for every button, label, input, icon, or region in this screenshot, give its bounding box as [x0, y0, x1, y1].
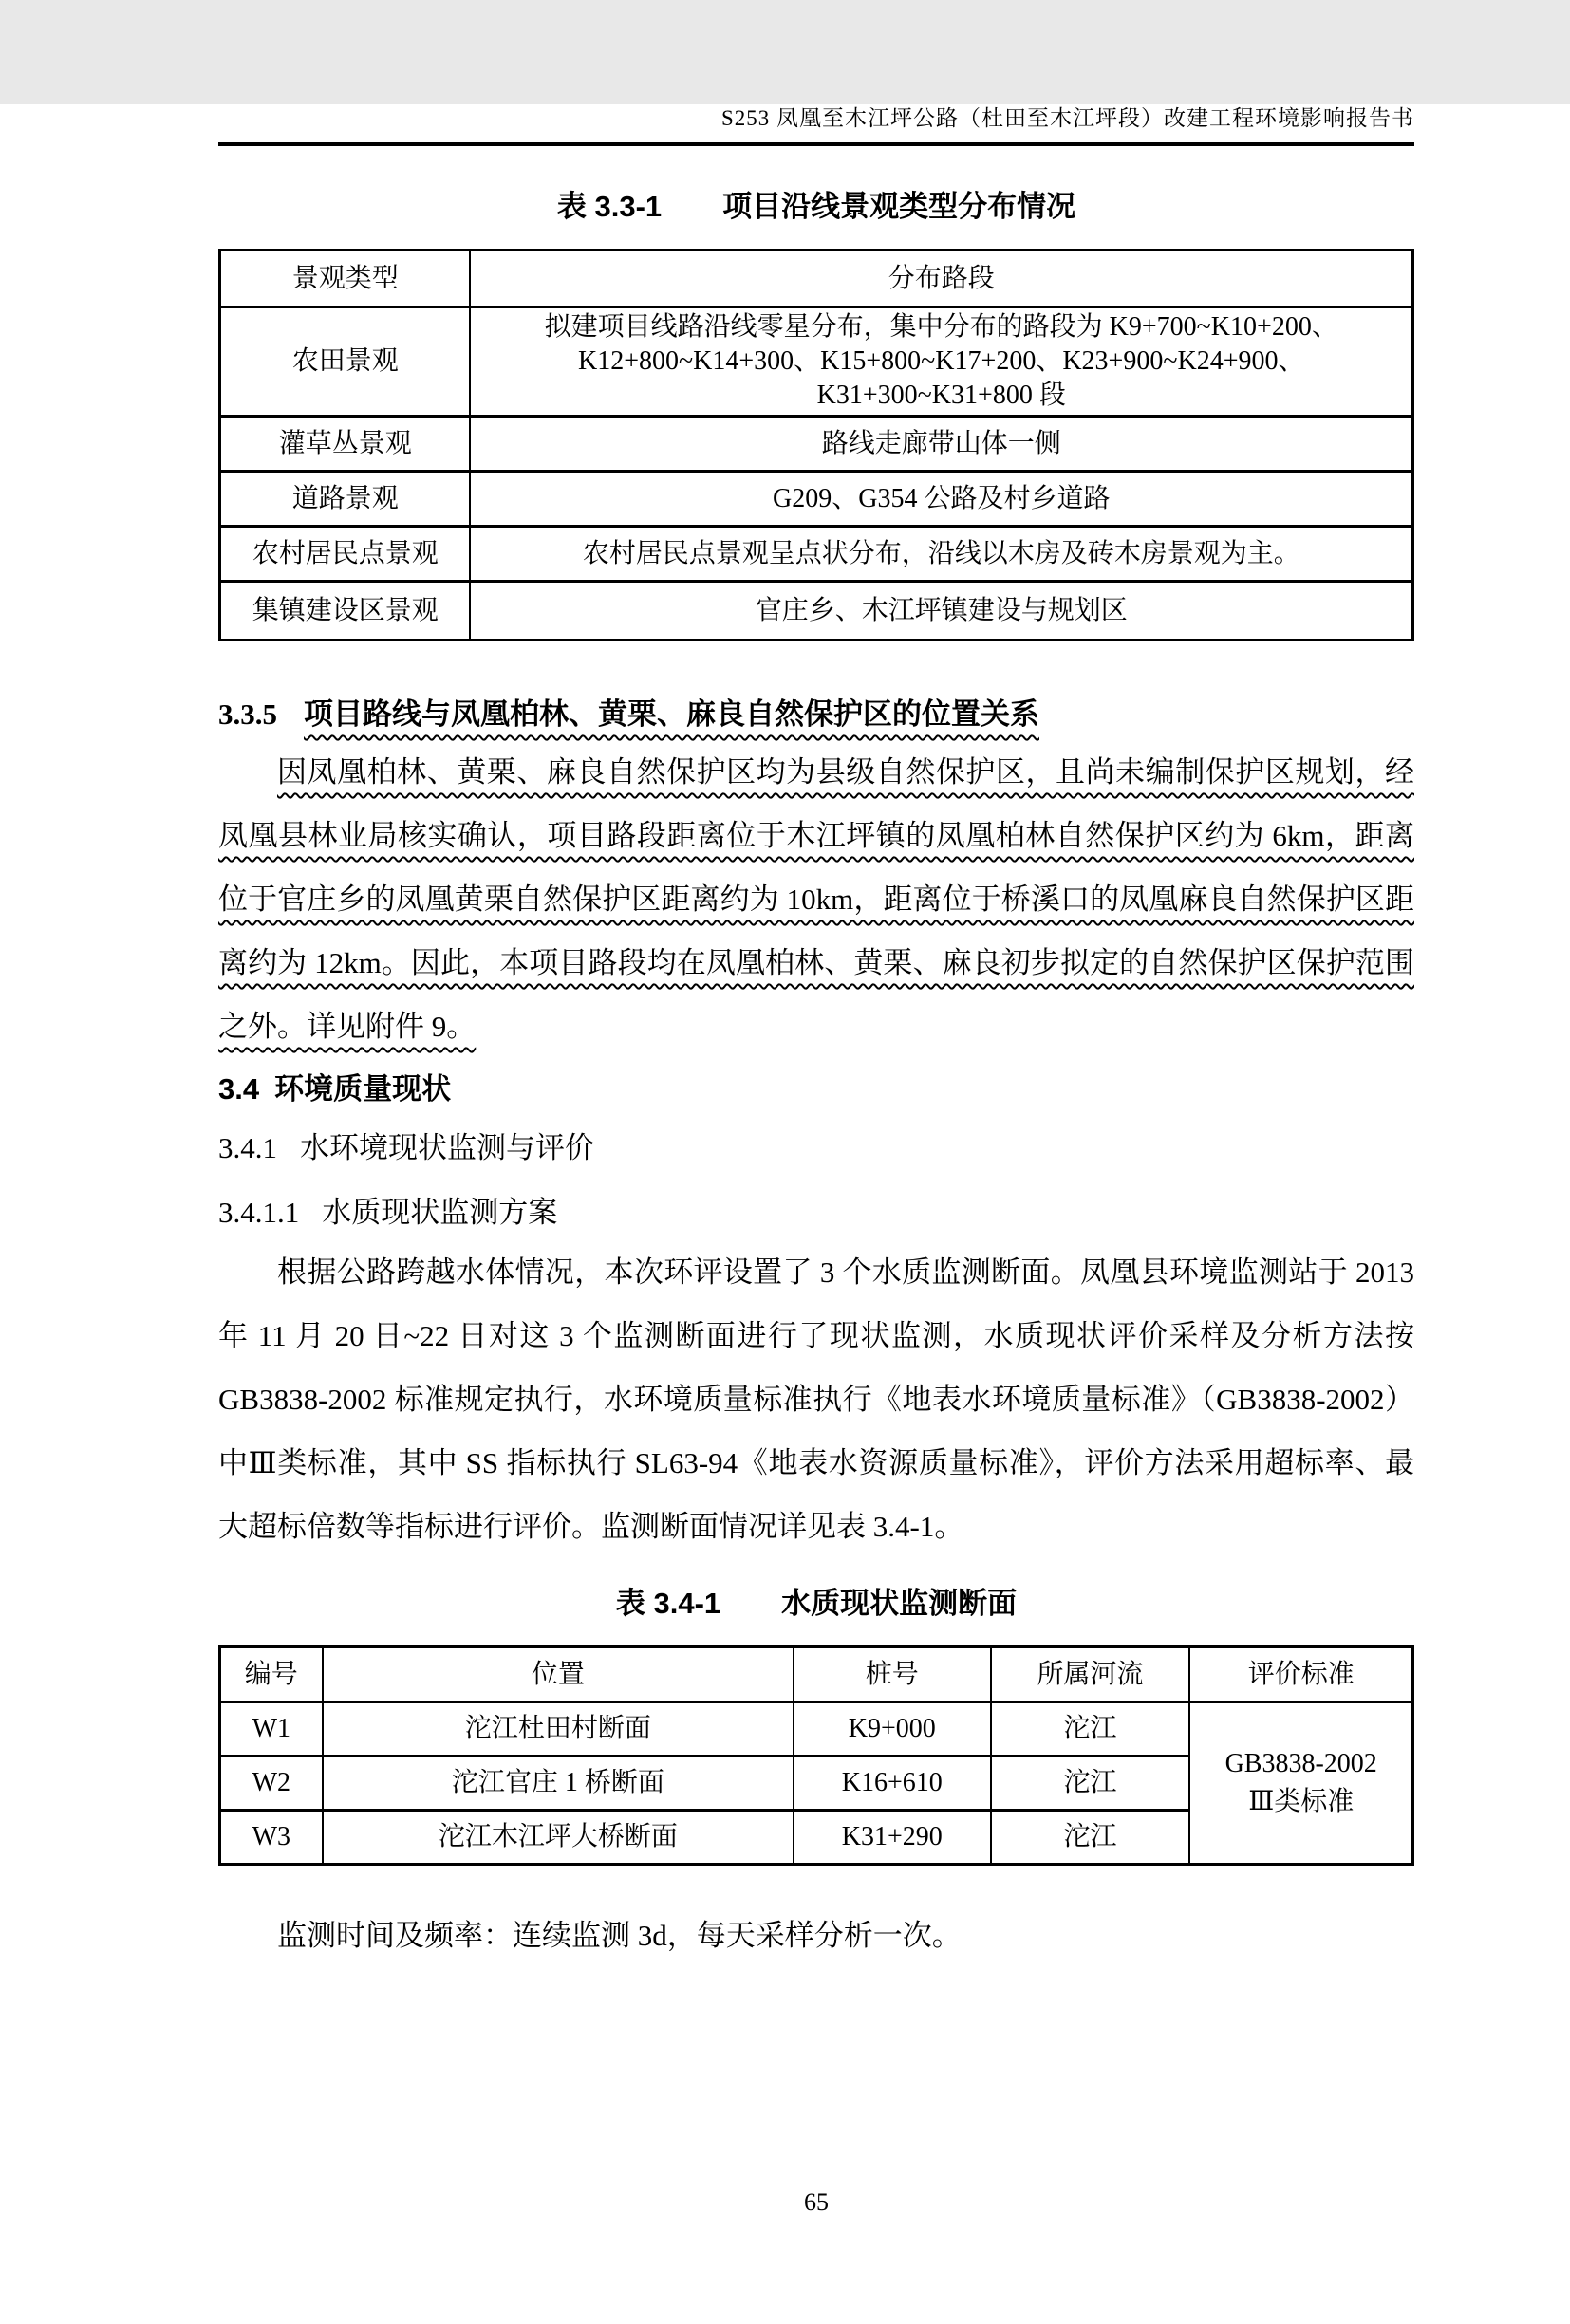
section-stake-cell: K9+000: [794, 1702, 990, 1757]
landscape-type-cell: 农村居民点景观: [220, 527, 471, 582]
section-number: 3.4: [218, 1072, 260, 1106]
col-header-location: 位置: [323, 1647, 794, 1702]
col-header-section: 分布路段: [470, 251, 1412, 307]
section-title: 项目路线与凤凰柏林、黄栗、麻良自然保护区的位置关系: [304, 697, 1039, 731]
section-stake-cell: K31+290: [794, 1811, 990, 1865]
col-header-river: 所属河流: [991, 1647, 1190, 1702]
section-location-cell: 沱江杜田村断面: [323, 1702, 794, 1757]
document-page: [0, 104, 1570, 2324]
landscape-type-cell: 灌草丛景观: [220, 417, 471, 472]
section-number: 3.4.1: [218, 1131, 277, 1164]
col-header-stake: 桩号: [794, 1647, 990, 1702]
landscape-desc-cell: 路线走廊带山体一侧: [470, 417, 1412, 472]
landscape-desc-cell: 农村居民点景观呈点状分布，沿线以木房及砖木房景观为主。: [470, 527, 1412, 582]
paragraph-3-3-5: [218, 740, 1414, 1058]
section-location-cell: 沱江木江坪大桥断面: [323, 1811, 794, 1865]
table-row: [220, 1702, 1413, 1757]
monitoring-frequency-note: 监测时间及频率：连续监测 3d，每天采样分析一次。: [277, 1919, 962, 1952]
table-row: [220, 417, 1413, 472]
section-number: 3.3.5: [218, 697, 277, 731]
landscape-type-cell: 集镇建设区景观: [220, 582, 471, 641]
section-river-cell: 沱江: [991, 1702, 1190, 1757]
desc-line: K31+300~K31+800 段: [816, 381, 1066, 410]
section-river-cell: 沱江: [991, 1757, 1190, 1811]
section-title: 水环境现状监测与评价: [300, 1131, 594, 1164]
section-river-cell: 沱江: [991, 1811, 1190, 1865]
revised-underlined-text: 因凤凰柏林、黄栗、麻良自然保护区均为县级自然保护区，且尚未编制保护区规划，经凤凰县林业局核实确认，项目路段距离位于木江坪镇的凤凰柏林自然保护区约为 6km，距离位于官庄乡的凤凰黄栗自然保护区距离约为 10km，距离位于桥溪口的凤凰麻良自然保护区距离约为 12km。因此，本项目路段均在凤凰柏林、黄栗、麻良初步拟定的自然保护区保护范围之外。详见附件 9。: [218, 755, 1414, 1043]
table-row: [220, 307, 1413, 417]
landscape-desc-cell: 官庄乡、木江坪镇建设与规划区: [470, 582, 1412, 641]
table-row: [220, 582, 1413, 641]
section-heading-3-4: [218, 1069, 1414, 1109]
landscape-types-table: [218, 249, 1414, 641]
evaluation-standard-cell: [1189, 1702, 1412, 1865]
section-title: 水质现状监测方案: [322, 1196, 558, 1229]
desc-line: 拟建项目线路沿线零星分布，集中分布的路段为 K9+700~K10+200、: [544, 312, 1338, 342]
landscape-type-cell: 道路景观: [220, 472, 471, 527]
running-header: S253 凤凰至木江坪公路（杜田至木江坪段）改建工程环境影响报告书: [720, 106, 1414, 130]
table-header-row: [220, 251, 1413, 307]
section-heading-3-4-1-1: [218, 1193, 1414, 1233]
table-header-row: [220, 1647, 1413, 1702]
section-heading-3-3-5: [218, 695, 1414, 734]
table-3-4-1-caption: [218, 1585, 1414, 1623]
page-number: 65: [804, 2188, 829, 2216]
table-3-3-1-caption-label: 表 3.3-1: [556, 190, 663, 223]
section-stake-cell: K16+610: [794, 1757, 990, 1811]
section-id-cell: W2: [220, 1757, 323, 1811]
table-3-3-1-caption: [218, 188, 1414, 226]
section-id-cell: W1: [220, 1702, 323, 1757]
landscape-type-cell: 农田景观: [220, 307, 471, 417]
landscape-desc-cell: G209、G354 公路及村乡道路: [470, 472, 1412, 527]
section-location-cell: 沱江官庄 1 桥断面: [323, 1757, 794, 1811]
table-row: [220, 472, 1413, 527]
col-header-standard: 评价标准: [1189, 1647, 1412, 1702]
paragraph-3-4-1-1: 根据公路跨越水体情况，本次环评设置了 3 个水质监测断面。凤凰县环境监测站于 2013 年 11 月 20 日~22 日对这 3 个监测断面进行了现状监测，水质现状评价采样及分析方法按 GB3838-2002 标准规定执行，水环境质量标准执行《地表水环境质量标准》（GB3838-2002）中Ⅲ类标准，其中 SS 指标执行 SL63-94《地表水资源质量标准》，评价方法采用超标率、最大超标倍数等指标进行评价。监测断面情况详见表 3.4-1。: [218, 1255, 1414, 1543]
section-id-cell: W3: [220, 1811, 323, 1865]
header-rule: [218, 142, 1414, 146]
col-header-id: 编号: [220, 1647, 323, 1702]
section-number: 3.4.1.1: [218, 1196, 300, 1229]
desc-line: K12+800~K14+300、K15+800~K17+200、K23+900~K24+900、: [577, 346, 1305, 376]
table-3-4-1-caption-label: 表 3.4-1: [615, 1587, 721, 1620]
section-title: 环境质量现状: [274, 1072, 452, 1106]
landscape-desc-cell: [470, 307, 1412, 417]
water-quality-sections-table: [218, 1645, 1414, 1866]
standard-line: GB3838-2002: [1224, 1749, 1377, 1778]
table-3-4-1-caption-title: 水质现状监测断面: [781, 1587, 1018, 1620]
table-3-3-1-caption-title: 项目沿线景观类型分布情况: [722, 190, 1076, 223]
section-heading-3-4-1: [218, 1128, 1414, 1168]
table-row: [220, 527, 1413, 582]
col-header-landscape-type: 景观类型: [220, 251, 471, 307]
standard-line: Ⅲ类标准: [1248, 1787, 1355, 1816]
